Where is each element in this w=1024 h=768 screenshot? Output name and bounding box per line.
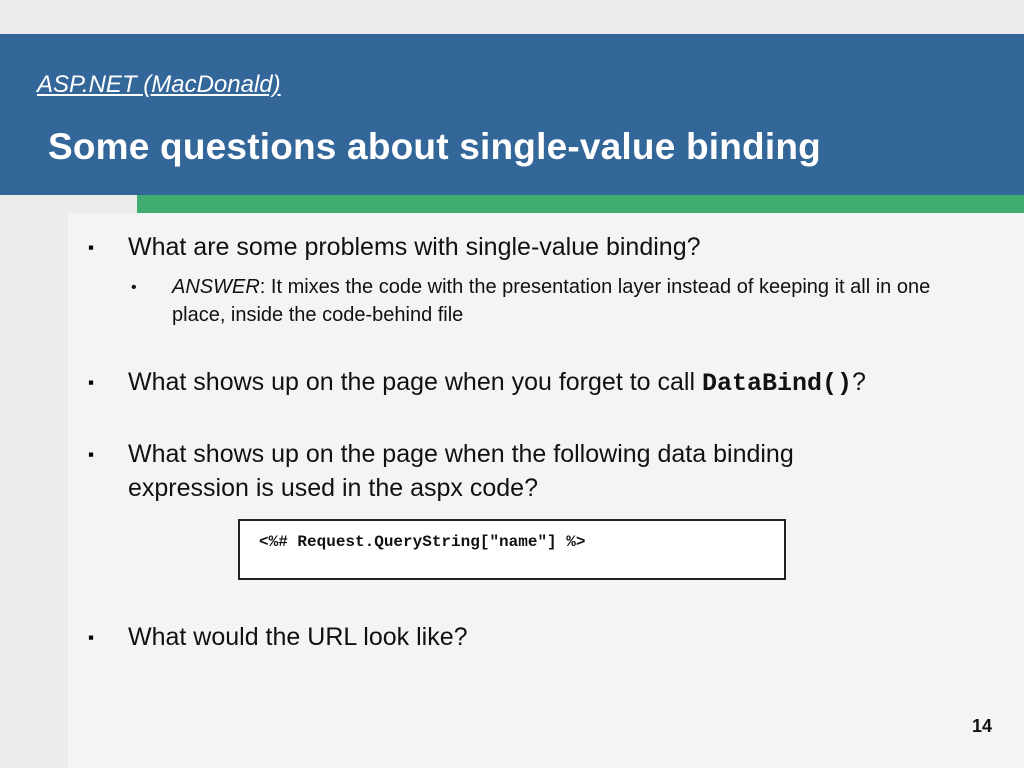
question-4: What would the URL look like?	[128, 623, 468, 651]
question-1: What are some problems with single-value binding?	[128, 233, 701, 261]
slide-title: Some questions about single-value binding	[48, 126, 821, 167]
accent-bar	[137, 195, 1024, 213]
bullet-icon: ▪	[88, 628, 95, 647]
question-3: What shows up on the page when the following data binding expression is used in the aspx code?	[128, 440, 794, 502]
header-band	[0, 34, 1024, 195]
bullet-icon: ▪	[88, 445, 95, 464]
question-2-text: What shows up on the page when you forget to call	[128, 368, 702, 396]
answer-1	[172, 273, 972, 329]
databind-code: DataBind()	[701, 369, 852, 398]
code-box	[238, 519, 786, 580]
answer-label: ANSWER	[172, 276, 260, 298]
question-2	[128, 365, 988, 401]
code-expression: <%# Request.QueryString["name"] %>	[259, 533, 586, 551]
question-2-end: ?	[852, 368, 866, 396]
answer-text: : It mixes the code with the presentation layer instead of keeping it all in one place, inside the code-behind file	[172, 276, 931, 326]
sub-bullet-icon: •	[131, 279, 137, 296]
course-link[interactable]: ASP.NET (MacDonald)	[37, 71, 281, 98]
page-number: 14	[972, 716, 993, 736]
bullet-icon: ▪	[88, 373, 95, 392]
bullet-icon: ▪	[88, 238, 95, 257]
